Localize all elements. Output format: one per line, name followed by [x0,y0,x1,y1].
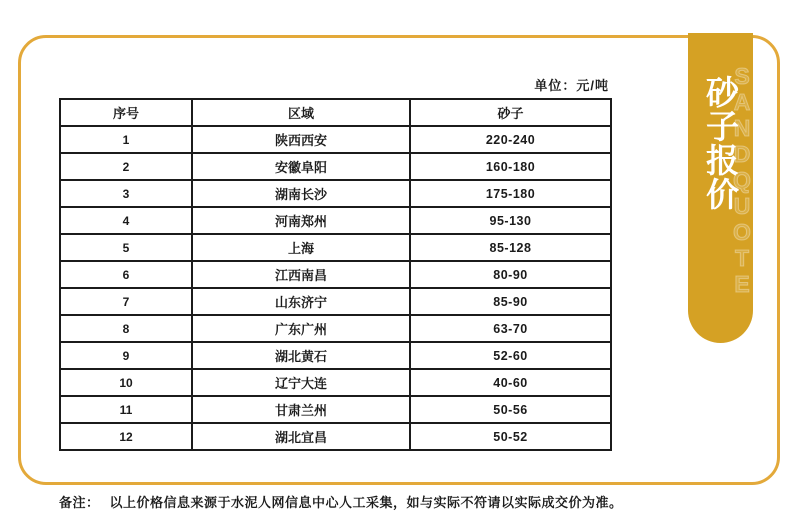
table-row [60,180,611,207]
table-row [60,234,611,261]
cell-sand-price: 80-90 [410,261,611,288]
cell-sand-price: 40-60 [410,369,611,396]
ribbon [688,33,753,343]
cell-sand-price: 85-90 [410,288,611,315]
cell-sand-price: 160-180 [410,153,611,180]
table-header-row [60,99,611,126]
bordered-card [18,35,780,510]
price-table [59,98,612,451]
cell-region: 江西南昌 [192,261,410,288]
note-text: 以上价格信息来源于水泥人网信息中心人工采集，如与实际不符请以实际成交价为准。 [109,495,623,510]
cell-region: 湖北宜昌 [192,423,410,450]
cell-sand-price: 52-60 [410,342,611,369]
cell-sand-price: 50-52 [410,423,611,450]
cell-index: 6 [60,261,192,288]
cell-region: 湖北黄石 [192,342,410,369]
note [59,492,659,511]
table-row [60,261,611,288]
cell-index: 7 [60,288,192,315]
unit-label: 单位：元/吨 [534,78,609,93]
cell-index: 4 [60,207,192,234]
cell-sand-price: 85-128 [410,234,611,261]
header-cell-index: 序号 [60,99,192,126]
table-row [60,153,611,180]
ribbon-title: 砂子报价 [702,75,739,211]
cell-region: 安徽阜阳 [192,153,410,180]
cell-index: 11 [60,396,192,423]
table-row [60,369,611,396]
cell-region: 辽宁大连 [192,369,410,396]
cell-sand-price: 175-180 [410,180,611,207]
ribbon-watermark: SANDQUOTE [729,63,755,297]
cell-index: 8 [60,315,192,342]
cell-sand-price: 95-130 [410,207,611,234]
cell-region: 山东济宁 [192,288,410,315]
table-row [60,315,611,342]
cell-index: 1 [60,126,192,153]
cell-index: 3 [60,180,192,207]
table-body [60,126,611,450]
table-row [60,207,611,234]
cell-index: 9 [60,342,192,369]
cell-region: 陕西西安 [192,126,410,153]
header-cell-region: 区域 [192,99,410,126]
cell-sand-price: 220-240 [410,126,611,153]
table-row [60,126,611,153]
header-cell-sand: 砂子 [410,99,611,126]
table-row [60,423,611,450]
cell-region: 上海 [192,234,410,261]
cell-region: 广东广州 [192,315,410,342]
cell-index: 2 [60,153,192,180]
cell-sand-price: 50-56 [410,396,611,423]
table-row [60,288,611,315]
cell-sand-price: 63-70 [410,315,611,342]
table-row [60,396,611,423]
cell-index: 10 [60,369,192,396]
table-row [60,342,611,369]
cell-index: 5 [60,234,192,261]
cell-region: 湖南长沙 [192,180,410,207]
cell-region: 甘肃兰州 [192,396,410,423]
cell-region: 河南郑州 [192,207,410,234]
note-label: 备注： [59,495,100,510]
cell-index: 12 [60,423,192,450]
